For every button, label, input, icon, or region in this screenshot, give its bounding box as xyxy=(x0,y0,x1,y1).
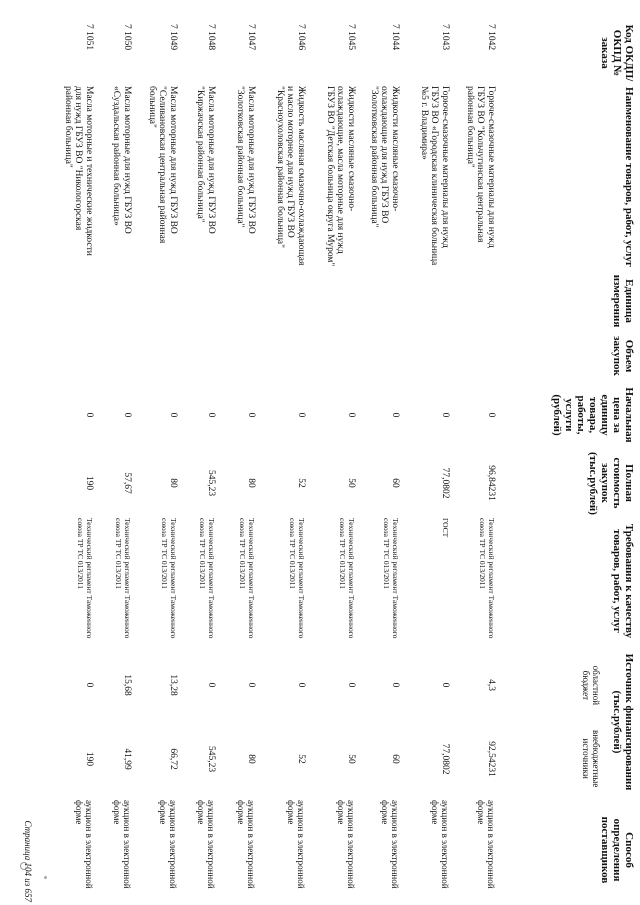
cell-total: 77,0802 xyxy=(440,467,450,499)
cell-volume xyxy=(179,332,217,380)
table-header-row xyxy=(497,22,637,902)
cell-volume xyxy=(257,332,307,380)
cell-financing xyxy=(179,646,217,798)
cell-financing xyxy=(43,646,95,798)
procurement-table xyxy=(43,22,637,902)
cell-price: 0 xyxy=(84,412,94,418)
cell-requirements: Технический регламент Таможенного союза ТР ТС 013/2011 xyxy=(478,518,496,639)
cell-unit xyxy=(95,270,133,332)
cell-code: 7 1044 xyxy=(390,24,400,51)
header-volume: Объем закупок xyxy=(611,336,635,376)
cell-volume xyxy=(451,332,497,380)
cell-fin-extra: 66,72 xyxy=(168,748,178,770)
cell-code: 7 1049 xyxy=(168,24,178,51)
cell-volume xyxy=(43,332,95,380)
cell-name: Масла моторные для нужд ГБУЗ ВО «Суздальская районная больница» xyxy=(111,86,132,234)
cell-unit xyxy=(401,270,451,332)
cell-fin-extra: 41,99 xyxy=(122,748,132,770)
cell-financing xyxy=(451,646,497,798)
cell-name: Масла моторные для нужд ГБУЗ ВО "Селивановская центральная районная больница" xyxy=(147,86,178,244)
cell-fin-regional: 0 xyxy=(84,682,94,688)
cell-fin-regional: 13,28 xyxy=(168,674,178,696)
cell-financing xyxy=(133,646,179,798)
header-fin-regional: областной бюджет xyxy=(581,665,601,706)
cell-code: 7 1045 xyxy=(346,24,356,51)
cell-name: Масла моторные и технические жидкости для нужд ГБУЗ ВО "Никологорская районная больница" xyxy=(63,86,94,256)
cell-fin-extra: 92,54231 xyxy=(486,741,496,777)
header-unit: Единица измерения xyxy=(611,274,635,328)
cell-code: 7 1050 xyxy=(122,24,132,51)
cell-code: 7 1047 xyxy=(246,24,256,51)
cell-price: 0 xyxy=(168,412,178,418)
scan-dot xyxy=(44,876,47,879)
header-financing-sub xyxy=(581,648,601,796)
cell-total: 96,84231 xyxy=(486,465,496,501)
cell-code: 7 1046 xyxy=(296,24,306,51)
table-row xyxy=(179,22,217,902)
cell-unit xyxy=(133,270,179,332)
table-row xyxy=(257,22,307,902)
table-row xyxy=(217,22,257,902)
header-start-price: Начальная цена за единицу товара, работы, услуги (рублей) xyxy=(551,387,635,443)
cell-requirements: Технический регламент Таможенного союза ТР ТС 013/2011 xyxy=(338,518,356,639)
cell-unit xyxy=(451,270,497,332)
cell-method: аукцион в электронной форме xyxy=(476,800,496,889)
cell-method: аукцион в электронной форме xyxy=(196,800,216,889)
table-row xyxy=(133,22,179,902)
cell-total: 80 xyxy=(168,478,178,488)
cell-requirements: Технический регламент Таможенного союза ТР ТС 013/2011 xyxy=(76,518,94,639)
cell-total: 60 xyxy=(390,478,400,488)
cell-method: аукцион в электронной форме xyxy=(158,800,178,889)
cell-unit xyxy=(179,270,217,332)
cell-unit xyxy=(357,270,401,332)
cell-fin-extra: 77,0802 xyxy=(440,743,450,775)
cell-financing xyxy=(357,646,401,798)
cell-volume xyxy=(217,332,257,380)
cell-fin-extra: 60 xyxy=(390,754,400,764)
cell-fin-regional: 0 xyxy=(346,682,356,688)
table-row xyxy=(307,22,357,902)
table-body xyxy=(43,22,497,902)
cell-method: аукцион в электронной форме xyxy=(112,800,132,889)
cell-method: аукцион в электронной форме xyxy=(380,800,400,889)
cell-code: 7 1051 xyxy=(84,24,94,51)
table-row xyxy=(43,22,95,902)
cell-fin-extra: 80 xyxy=(246,754,256,764)
cell-total: 80 xyxy=(246,478,256,488)
cell-volume xyxy=(133,332,179,380)
cell-volume xyxy=(307,332,357,380)
table-row xyxy=(451,22,497,902)
cell-fin-regional: 15,68 xyxy=(122,674,132,696)
cell-name: Горюче-смазочные материалы для нужд ГБУЗ ВО «Городская клиническая больница №5 г. Владимира» xyxy=(419,86,450,266)
cell-price: 0 xyxy=(122,412,132,418)
cell-fin-regional: 0 xyxy=(296,682,306,688)
table-row xyxy=(95,22,133,902)
cell-unit xyxy=(217,270,257,332)
cell-method: аукцион в электронной форме xyxy=(74,800,94,889)
rotated-table-container xyxy=(23,22,637,902)
header-name: Наименование товаров, работ, услуг xyxy=(623,87,635,267)
cell-price: 0 xyxy=(206,412,216,418)
cell-volume xyxy=(401,332,451,380)
header-total-cost: Полная стоимость закупок (тыс.рублей) xyxy=(587,452,635,515)
cell-name: Масла моторные для нужд ГБУЗ ВО "Золотковская районная больница" xyxy=(235,86,256,234)
cell-requirements: Технический регламент Таможенного союза ТР ТС 013/2011 xyxy=(198,518,216,639)
table-row xyxy=(357,22,401,902)
cell-fin-regional: 0 xyxy=(440,682,450,688)
cell-code: 7 1048 xyxy=(206,24,216,51)
cell-total: 50 xyxy=(346,478,356,488)
cell-fin-regional: 0 xyxy=(246,682,256,688)
cell-total: 57,67 xyxy=(122,472,132,494)
cell-fin-extra: 52 xyxy=(296,754,306,764)
cell-requirements: Технический регламент Таможенного союза ТР ТС 013/2011 xyxy=(114,518,132,639)
cell-requirements: Технический регламент Таможенного союза ТР ТС 013/2011 xyxy=(160,518,178,639)
page-footer: Страница 104 из 657 xyxy=(23,820,33,902)
cell-fin-regional: 0 xyxy=(206,682,216,688)
cell-name: Жидкость масляная смазочно-охлаждающая и масло моторное для нужд ГБУЗ ВО "Красноухоловская районная больница" xyxy=(275,86,306,266)
header-fin-extra: внебюджетные источники xyxy=(581,729,601,788)
cell-total: 52 xyxy=(296,478,306,488)
cell-financing xyxy=(217,646,257,798)
cell-financing xyxy=(95,646,133,798)
cell-unit xyxy=(257,270,307,332)
cell-financing xyxy=(307,646,357,798)
cell-fin-extra: 545,23 xyxy=(206,745,216,773)
cell-fin-regional: 4,3 xyxy=(486,679,496,691)
cell-price: 0 xyxy=(346,412,356,418)
cell-name: Масла моторные для нужд ГБУЗ ВО "Киржачская районная больница" xyxy=(195,86,216,234)
cell-fin-regional: 0 xyxy=(390,682,400,688)
header-financing xyxy=(497,646,637,798)
cell-requirements: ГОСТ xyxy=(441,518,450,538)
cell-price: 0 xyxy=(246,412,256,418)
cell-total: 190 xyxy=(84,475,94,491)
cell-requirements: Технический регламент Таможенного союза ТР ТС 013/2011 xyxy=(288,518,306,639)
cell-fin-extra: 190 xyxy=(84,751,94,767)
cell-unit xyxy=(43,270,95,332)
cell-requirements: Технический регламент Таможенного союза ТР ТС 013/2011 xyxy=(238,518,256,639)
cell-price: 0 xyxy=(390,412,400,418)
cell-financing xyxy=(257,646,307,798)
cell-method: аукцион в электронной форме xyxy=(336,800,356,889)
cell-total: 545,23 xyxy=(206,469,216,497)
cell-volume xyxy=(357,332,401,380)
cell-fin-extra: 50 xyxy=(346,754,356,764)
cell-financing xyxy=(401,646,451,798)
cell-method: аукцион в электронной форме xyxy=(286,800,306,889)
cell-price: 0 xyxy=(296,412,306,418)
cell-name: Горюче-смазочные материалы для нужд ГБУЗ ВО "Кольчугинская центральная районная больница" xyxy=(465,86,496,248)
cell-code: 7 1043 xyxy=(440,24,450,51)
header-code: Код ОКДП/ ОКПД № заказа xyxy=(599,24,635,82)
cell-price: 0 xyxy=(440,412,450,418)
cell-method: аукцион в электронной форме xyxy=(236,800,256,889)
table-row xyxy=(401,22,451,902)
cell-code: 7 1042 xyxy=(486,24,496,51)
header-method: Способ определения поставщиков xyxy=(599,816,635,884)
header-requirements: Требования к качеству товаров, работ, услуг xyxy=(611,523,635,639)
header-financing-title: Источник финансирования (тыс.рублей) xyxy=(611,653,635,791)
scan-mark xyxy=(20,862,28,870)
cell-unit xyxy=(307,270,357,332)
cell-volume xyxy=(95,332,133,380)
cell-name: Жидкости масляные смазочно-охлаждающие, масла моторные для нужд ГБУЗ ВО "Детская больница округа Муром" xyxy=(325,86,356,267)
cell-name: Жидкости масляные смазочно-охлаждающие для нужд ГБУЗ ВО "Золотковская районная больница" xyxy=(369,86,400,228)
cell-method: аукцион в электронной форме xyxy=(430,800,450,889)
cell-price: 0 xyxy=(486,412,496,418)
cell-requirements: Технический регламент Таможенного союза ТР ТС 013/2011 xyxy=(382,518,400,639)
